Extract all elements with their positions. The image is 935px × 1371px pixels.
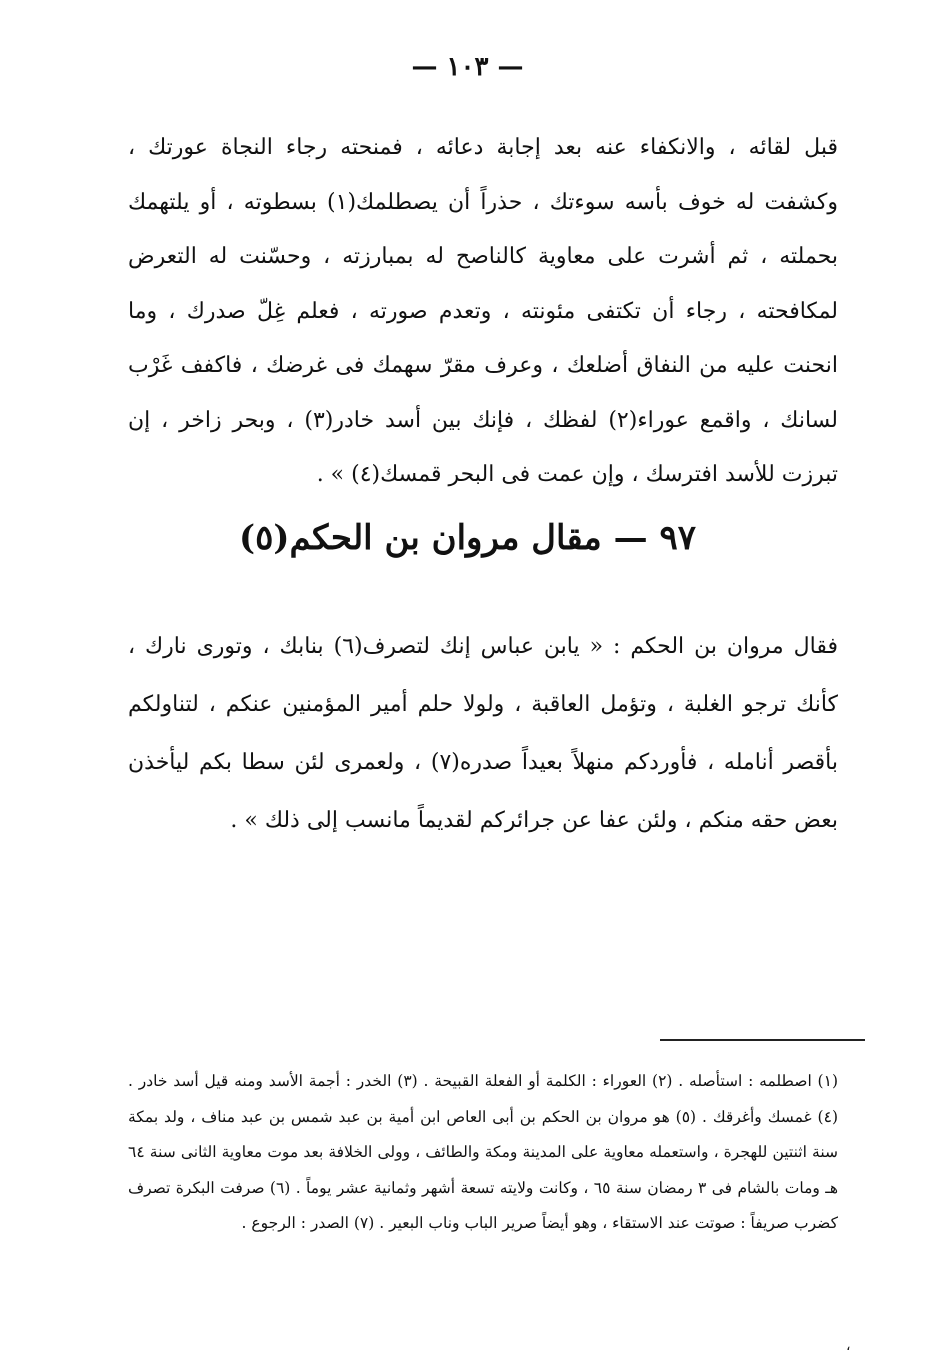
- section-heading: ٩٧ — مقال مروان بن الحكم(٥): [239, 518, 696, 558]
- footnote-divider: [660, 1039, 865, 1041]
- margin-mark: ،: [846, 1338, 851, 1354]
- footnotes-block: (١) اصطلمه : استأصله . (٢) العوراء : الكلمة أو الفعلة القبيحة . (٣) الخدر : أجمة الأسد ومنه قيل أسد خادر . (٤) غمسك وأغرقك . (٥) هو مروان بن الحكم بن أبى العاص ابن أمية بن عبد شمس بن عبد مناف ، ولد بمكة سنة اثنتين للهجرة ، واستعمله معاوية على المدينة ومكة والطائف ، وولى الخلافة بعد موت معاوية الثانى سنة ٦٤ هـ ومات بالشام فى ٣ رمضان سنة ٦٥ ، وكانت ولايته تسعة أشهر وثمانية عشر يوماً . (٦) صرفت البكرة تصرف كضرب صريفاً : صوتت عند الاستقاء ، وهو أيضاً صرير الباب وناب البعير . (٧) الصدر : الرجوع .: [128, 1072, 838, 1232]
- page-number: — ١٠٣ —: [411, 52, 524, 82]
- body-paragraph-1: قبل لقائه ، والانكفاء عنه بعد إجابة دعائه ، فمنحته رجاء النجاة عورتك ، وكشفت له خوف بأسه سوءتك ، حذراً أن يصطلمك(١) بسطوته ، أو يلتهمك بحملته ، ثم أشرت على معاوية كالناصح له بمبارزته ، وحسّنت له التعرض لمكافحته ، رجاء أن تكتفى مئونته ، وتعدم صورته ، فعلم غِلّ صدرك ، وما انحنت عليه من النفاق أضلعك ، وعرف مقرّ سهمك فى غرضك ، فاكفف غَرْب لسانك ، واقمع عوراء(٢) لفظك ، فإنك بين أسد خادر(٣) ، وبحر زاخر ، إن تبرزت للأسد افترسك ، وإن عمت فى البحر قمسك(٤) » .: [128, 135, 838, 487]
- body-paragraph-2: فقال مروان بن الحكم : « يابن عباس إنك لتصرف(٦) بنابك ، وتورى نارك ، كأنك ترجو الغلبة ، وتؤمل العاقبة ، ولولا حلم أمير المؤمنين عنكم ، لتناولكم بأقصر أنامله ، فأوردكم منهلاً بعيداً صدره(٧) ، ولعمرى لئن سطا بكم ليأخذن بعض حقه منكم ، ولئن عفا عن جرائركم لقديماً مانسب إلى ذلك » .: [128, 634, 839, 833]
